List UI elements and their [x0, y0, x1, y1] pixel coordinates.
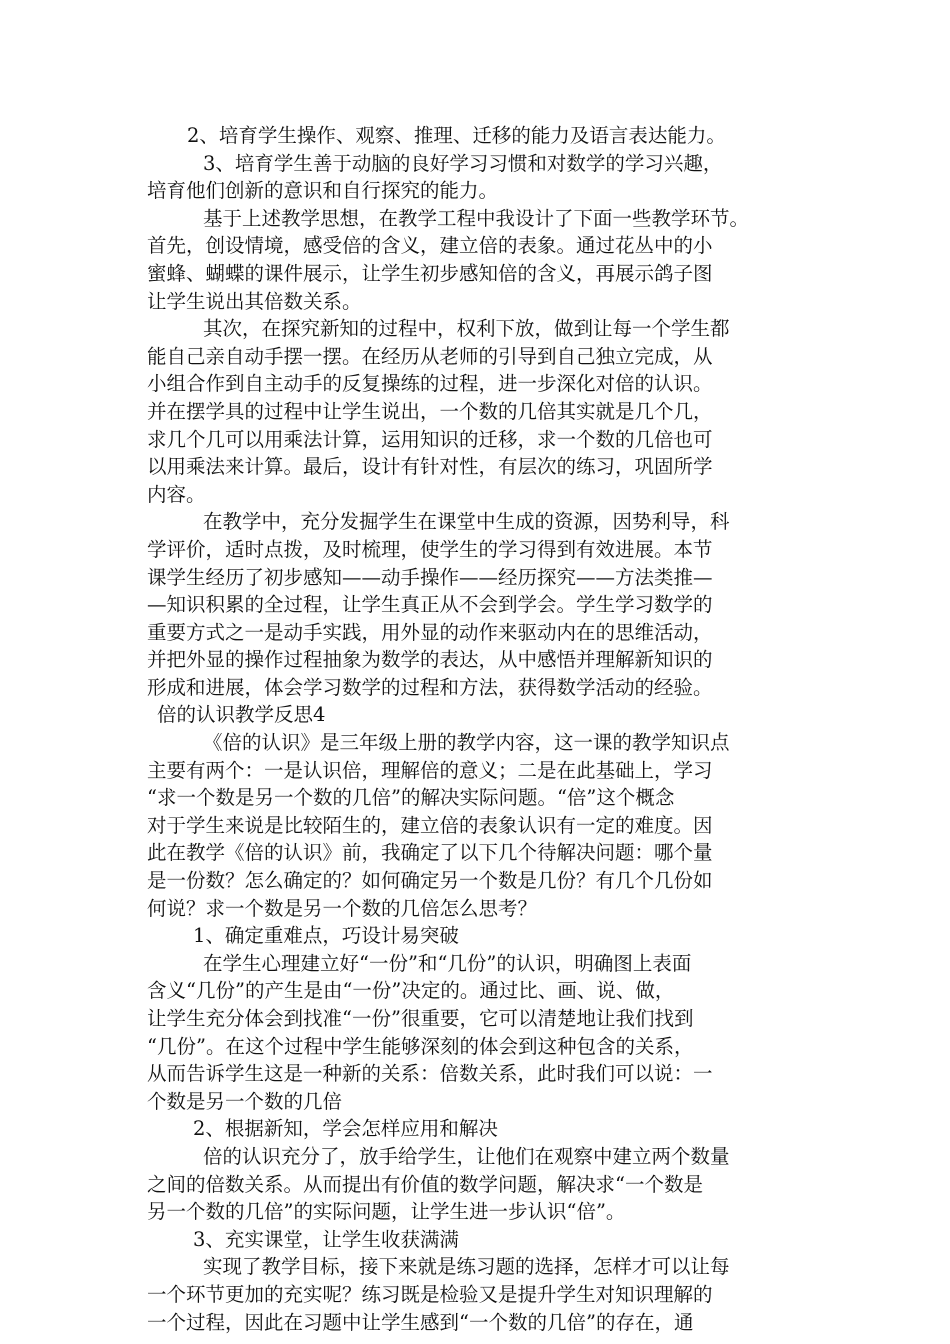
- text-line: 2、培育学生操作、观察、推理、迁移的能力及语言表达能力。: [187, 124, 726, 147]
- text-line: 其次，在探究新知的过程中，权利下放，做到让每一个学生都: [203, 317, 730, 341]
- text-line: 何说？求一个数是另一个数的几倍怎么思考？: [147, 896, 538, 920]
- text-line: 让学生充分体会到找准“一份”很重要，它可以清楚地让我们找到: [147, 1007, 694, 1030]
- text-line: 培育他们创新的意识和自行探究的能力。: [147, 179, 499, 203]
- text-line: 一个过程，因此在习题中让学生感到“一个数的几倍”的存在，通: [147, 1310, 694, 1334]
- text-line: “求一个数是另一个数的几倍”的解决实际问题。“倍”这个概念: [147, 786, 675, 810]
- text-line: 《倍的认识》是三年级上册的教学内容，这一课的教学知识点: [203, 731, 730, 755]
- text-line: 内容。: [147, 482, 206, 506]
- subheading-line: 3、充实课堂，让学生收获满满: [193, 1227, 459, 1251]
- text-line: 从而告诉学生这是一种新的关系：倍数关系，此时我们可以说：一: [147, 1062, 713, 1086]
- text-line: 倍的认识充分了，放手给学生，让他们在观察中建立两个数量: [203, 1144, 730, 1168]
- text-line: 另一个数的几倍”的实际问题，让学生进一步认识“倍”。: [147, 1200, 626, 1224]
- text-line: —知识积累的全过程，让学生真正从不会到学会。学生学习数学的: [147, 593, 713, 617]
- text-line: 小组合作到自主动手的反复操练的过程，进一步深化对倍的认识。: [147, 372, 713, 396]
- section-heading: 倍的认识教学反思4: [157, 703, 326, 727]
- text-line: 主要有两个：一是认识倍，理解倍的意义；二是在此基础上，学习: [147, 758, 713, 782]
- text-line: 是一份数？怎么确定的？如何确定另一个数是几份？有几个几份如: [147, 869, 713, 893]
- text-line: 形成和进展，体会学习数学的过程和方法，获得数学活动的经验。: [147, 675, 713, 699]
- text-line: 蜜蜂、蝴蝶的课件展示，让学生初步感知倍的含义，再展示鸽子图: [147, 261, 713, 285]
- subheading-line: 2、根据新知，学会怎样应用和解决: [193, 1117, 498, 1141]
- text-line: 学评价，适时点拨，及时梳理，使学生的学习得到有效进展。本节: [147, 537, 713, 561]
- text-line: 并把外显的操作过程抽象为数学的表达，从中感悟并理解新知识的: [147, 648, 713, 672]
- text-line: 之间的倍数关系。从而提出有价值的数学问题，解决求“一个数是: [147, 1172, 703, 1196]
- text-line: 实现了教学目标，接下来就是练习题的选择，怎样才可以让每: [203, 1255, 730, 1279]
- text-line: 对于学生来说是比较陌生的，建立倍的表象认识有一定的难度。因: [147, 813, 713, 837]
- document-body: [147, 122, 815, 1336]
- text-line: 基于上述教学思想，在教学工程中我设计了下面一些教学环节。: [203, 206, 750, 230]
- text-line: 让学生说出其倍数关系。: [147, 289, 362, 313]
- text-line: 在教学中，充分发掘学生在课堂中生成的资源，因势利导，科: [203, 510, 730, 534]
- text-line: 含义“几份”的产生是由“一份”决定的。通过比、画、说、做，: [147, 979, 675, 1003]
- text-line: “几份”。在这个过程中学生能够深刻的体会到这种包含的关系，: [147, 1034, 694, 1058]
- text-line: 课学生经历了初步感知——动手操作——经历探究——方法类推—: [147, 565, 713, 589]
- text-line: 3、培育学生善于动脑的良好学习习惯和对数学的学习兴趣，: [203, 151, 723, 175]
- text-line: 首先，创设情境，感受倍的含义，建立倍的表象。通过花丛中的小: [147, 234, 713, 258]
- text-line: 在学生心理建立好“一份”和“几份”的认识，明确图上表面: [203, 951, 692, 975]
- text-line: 一个环节更加的充实呢？练习既是检验又是提升学生对知识理解的: [147, 1282, 713, 1306]
- text-line: 求几个几可以用乘法计算，运用知识的迁移，求一个数的几倍也可: [147, 427, 713, 451]
- text-line: 以用乘法来计算。最后，设计有针对性，有层次的练习，巩固所学: [147, 455, 713, 479]
- text-line: 重要方式之一是动手实践，用外显的动作来驱动内在的思维活动，: [147, 620, 713, 644]
- text-line: 并在摆学具的过程中让学生说出，一个数的几倍其实就是几个几，: [147, 399, 713, 423]
- text-line: 此在教学《倍的认识》前，我确定了以下几个待解决问题：哪个量: [147, 841, 713, 865]
- text-line: 能自己亲自动手摆一摆。在经历从老师的引导到自己独立完成，从: [147, 344, 713, 368]
- text-line: 个数是另一个数的几倍: [147, 1089, 343, 1113]
- subheading-line: 1、确定重难点，巧设计易突破: [193, 924, 459, 948]
